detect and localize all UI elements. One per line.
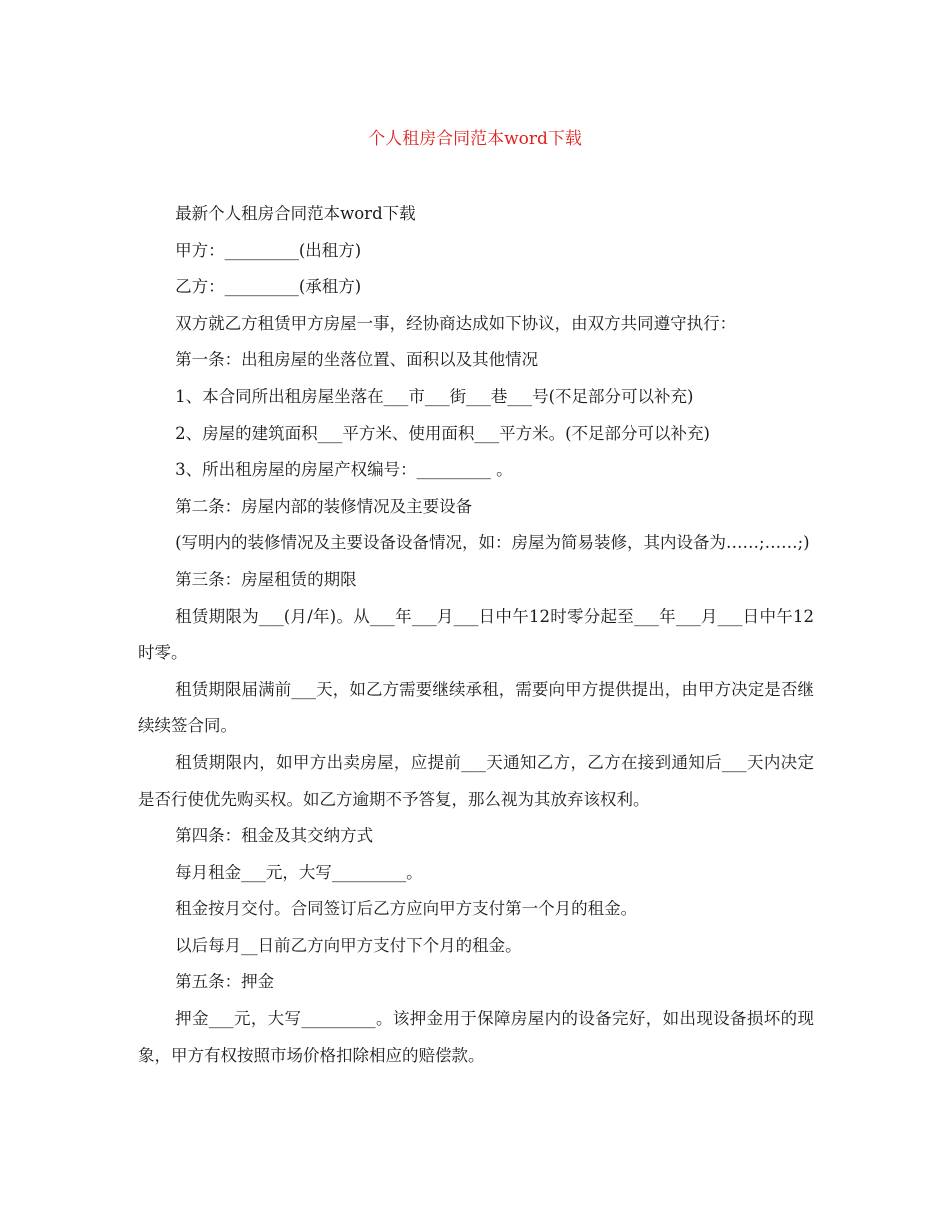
paragraph-article-4-heading: 第四条：租金及其交纳方式 bbox=[175, 826, 374, 846]
paragraph-article-2-heading: 第二条：房屋内部的装修情况及主要设备 bbox=[175, 496, 473, 516]
paragraph-party-b: 乙方：_________(承租方) bbox=[175, 277, 362, 297]
paragraph-lease-renewal: 租赁期限届满前___天，如乙方需要继续承租，需要向甲方提供提出，由甲方决定是否继续续签合同。 bbox=[138, 679, 814, 736]
paragraph-article-3-heading: 第三条：房屋租赁的期限 bbox=[175, 569, 357, 589]
paragraph-article-2-body: (写明内的装修情况及主要设备设备情况，如：房屋为简易装修，其内设备为……;……;) bbox=[175, 533, 810, 553]
paragraph-lease-term: 租赁期限为___(月/年)。从___年___月___日中午12时零分起至___年___月___日中午12时零。 bbox=[138, 606, 814, 663]
paragraph-article-1-item-3: 3、所出租房屋的房屋产权编号：_________ 。 bbox=[175, 460, 513, 480]
paragraph-subtitle: 最新个人租房合同范本word下载 bbox=[175, 204, 416, 223]
paragraph-rent-schedule: 以后每月__日前乙方向甲方支付下个月的租金。 bbox=[175, 935, 522, 955]
paragraph-deposit: 押金___元，大写_________。该押金用于保障房屋内的设备完好，如出现设备损坏的现象，甲方有权按照市场价格扣除相应的赔偿款。 bbox=[138, 1009, 814, 1065]
paragraph-party-a: 甲方：_________(出租方) bbox=[175, 240, 362, 260]
document-body bbox=[138, 196, 814, 1074]
paragraph-article-1-heading: 第一条：出租房屋的坐落位置、面积以及其他情况 bbox=[175, 350, 539, 370]
paragraph-article-1-item-1: 1、本合同所出租房屋坐落在___市___街___巷___号(不足部分可以补充) bbox=[175, 386, 694, 406]
paragraph-monthly-rent: 每月租金___元，大写_________。 bbox=[175, 862, 423, 882]
paragraph-article-5-heading: 第五条：押金 bbox=[175, 972, 275, 992]
paragraph-rent-payment: 租金按月交付。合同签订后乙方应向甲方支付第一个月的租金。 bbox=[175, 899, 638, 919]
paragraph-preemptive-right: 租赁期限内，如甲方出卖房屋，应提前___天通知乙方，乙方在接到通知后___天内决定是否行使优先购买权。如乙方逾期不予答复，那么视为其放弃该权利。 bbox=[138, 752, 814, 809]
document-title: 个人租房合同范本word下载 bbox=[368, 129, 582, 149]
paragraph-agreement-intro: 双方就乙方租赁甲方房屋一事，经协商达成如下协议，由双方共同遵守执行： bbox=[175, 313, 737, 333]
paragraph-article-1-item-2: 2、房屋的建筑面积___平方米、使用面积___平方米。(不足部分可以补充) bbox=[175, 423, 710, 443]
